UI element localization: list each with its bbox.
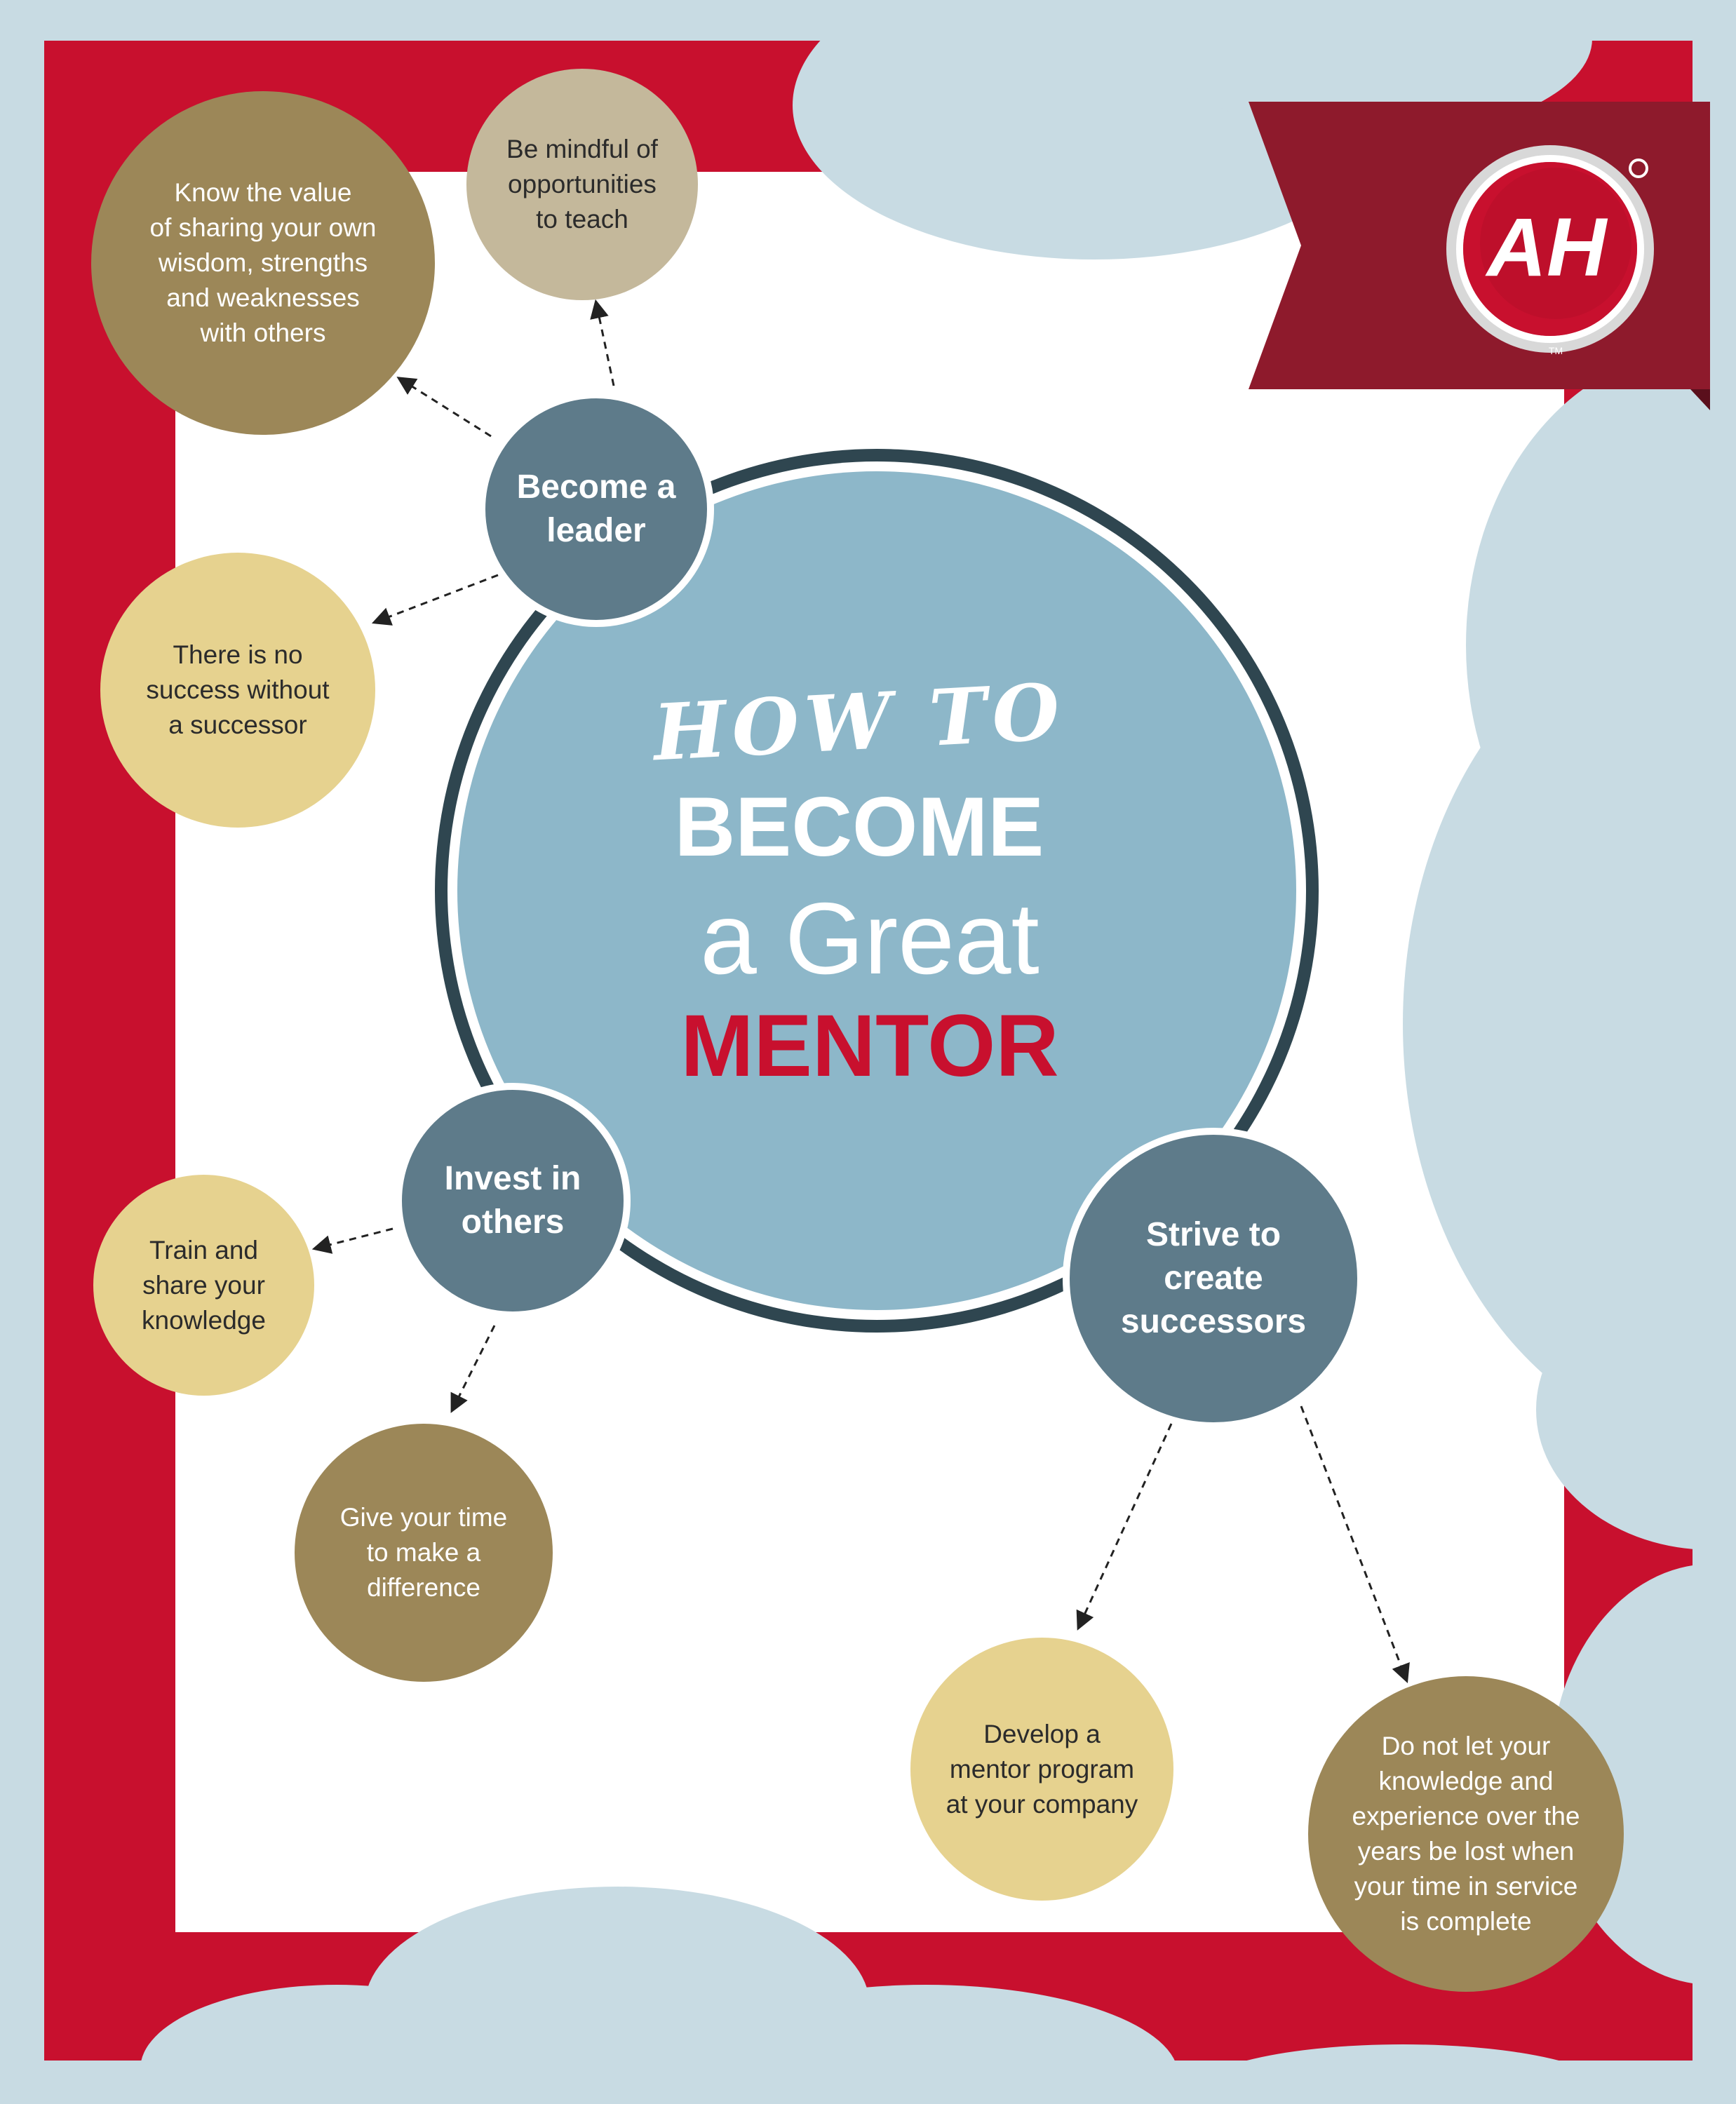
bubble-be-mindful	[466, 69, 698, 300]
hub-invest-in-others	[395, 1083, 631, 1319]
hub-label: Invest in others	[444, 1160, 581, 1241]
hub-label: Become a leader	[516, 468, 676, 549]
bubble-label: Do not let your knowledge and experience over the years be lost when your time in service is complete	[1352, 1732, 1580, 1936]
bubble-label: Know the value of sharing your own wisdom, strengths and weaknesses with others	[149, 178, 377, 347]
hub-label: Strive to create successors	[1120, 1216, 1307, 1340]
title-become: BECOME	[674, 780, 1044, 874]
bubble-label: Be mindful of opportunities to teach	[506, 135, 658, 234]
hub-strive-to-create-successors	[1063, 1128, 1364, 1429]
hub-become-a-leader	[478, 391, 714, 627]
bubble-no-success-without-successor	[100, 553, 375, 828]
bubble-do-not-let-knowledge-be-lost	[1308, 1676, 1624, 1992]
bubble-label: Develop a mentor program at your company	[946, 1719, 1138, 1819]
logo-trademark: TM	[1548, 345, 1563, 356]
logo-dot	[1630, 160, 1647, 177]
bubble-label: Train and share your knowledge	[142, 1235, 266, 1335]
title-mentor: MENTOR	[680, 997, 1059, 1095]
bubble-train-and-share	[93, 1175, 314, 1396]
bubble-give-your-time	[295, 1424, 553, 1682]
bubble-label: Give your time to make a difference	[339, 1503, 508, 1602]
ah-logo	[1249, 102, 1711, 396]
title-how-to: HOW TO	[651, 666, 1068, 778]
logo-text: AH	[1486, 201, 1607, 294]
bubble-label: There is no success without a successor	[146, 640, 330, 739]
bubble-know-the-value	[91, 91, 435, 435]
bubble-develop-mentor-program	[910, 1638, 1173, 1901]
title-a-great: a Great	[700, 882, 1039, 995]
